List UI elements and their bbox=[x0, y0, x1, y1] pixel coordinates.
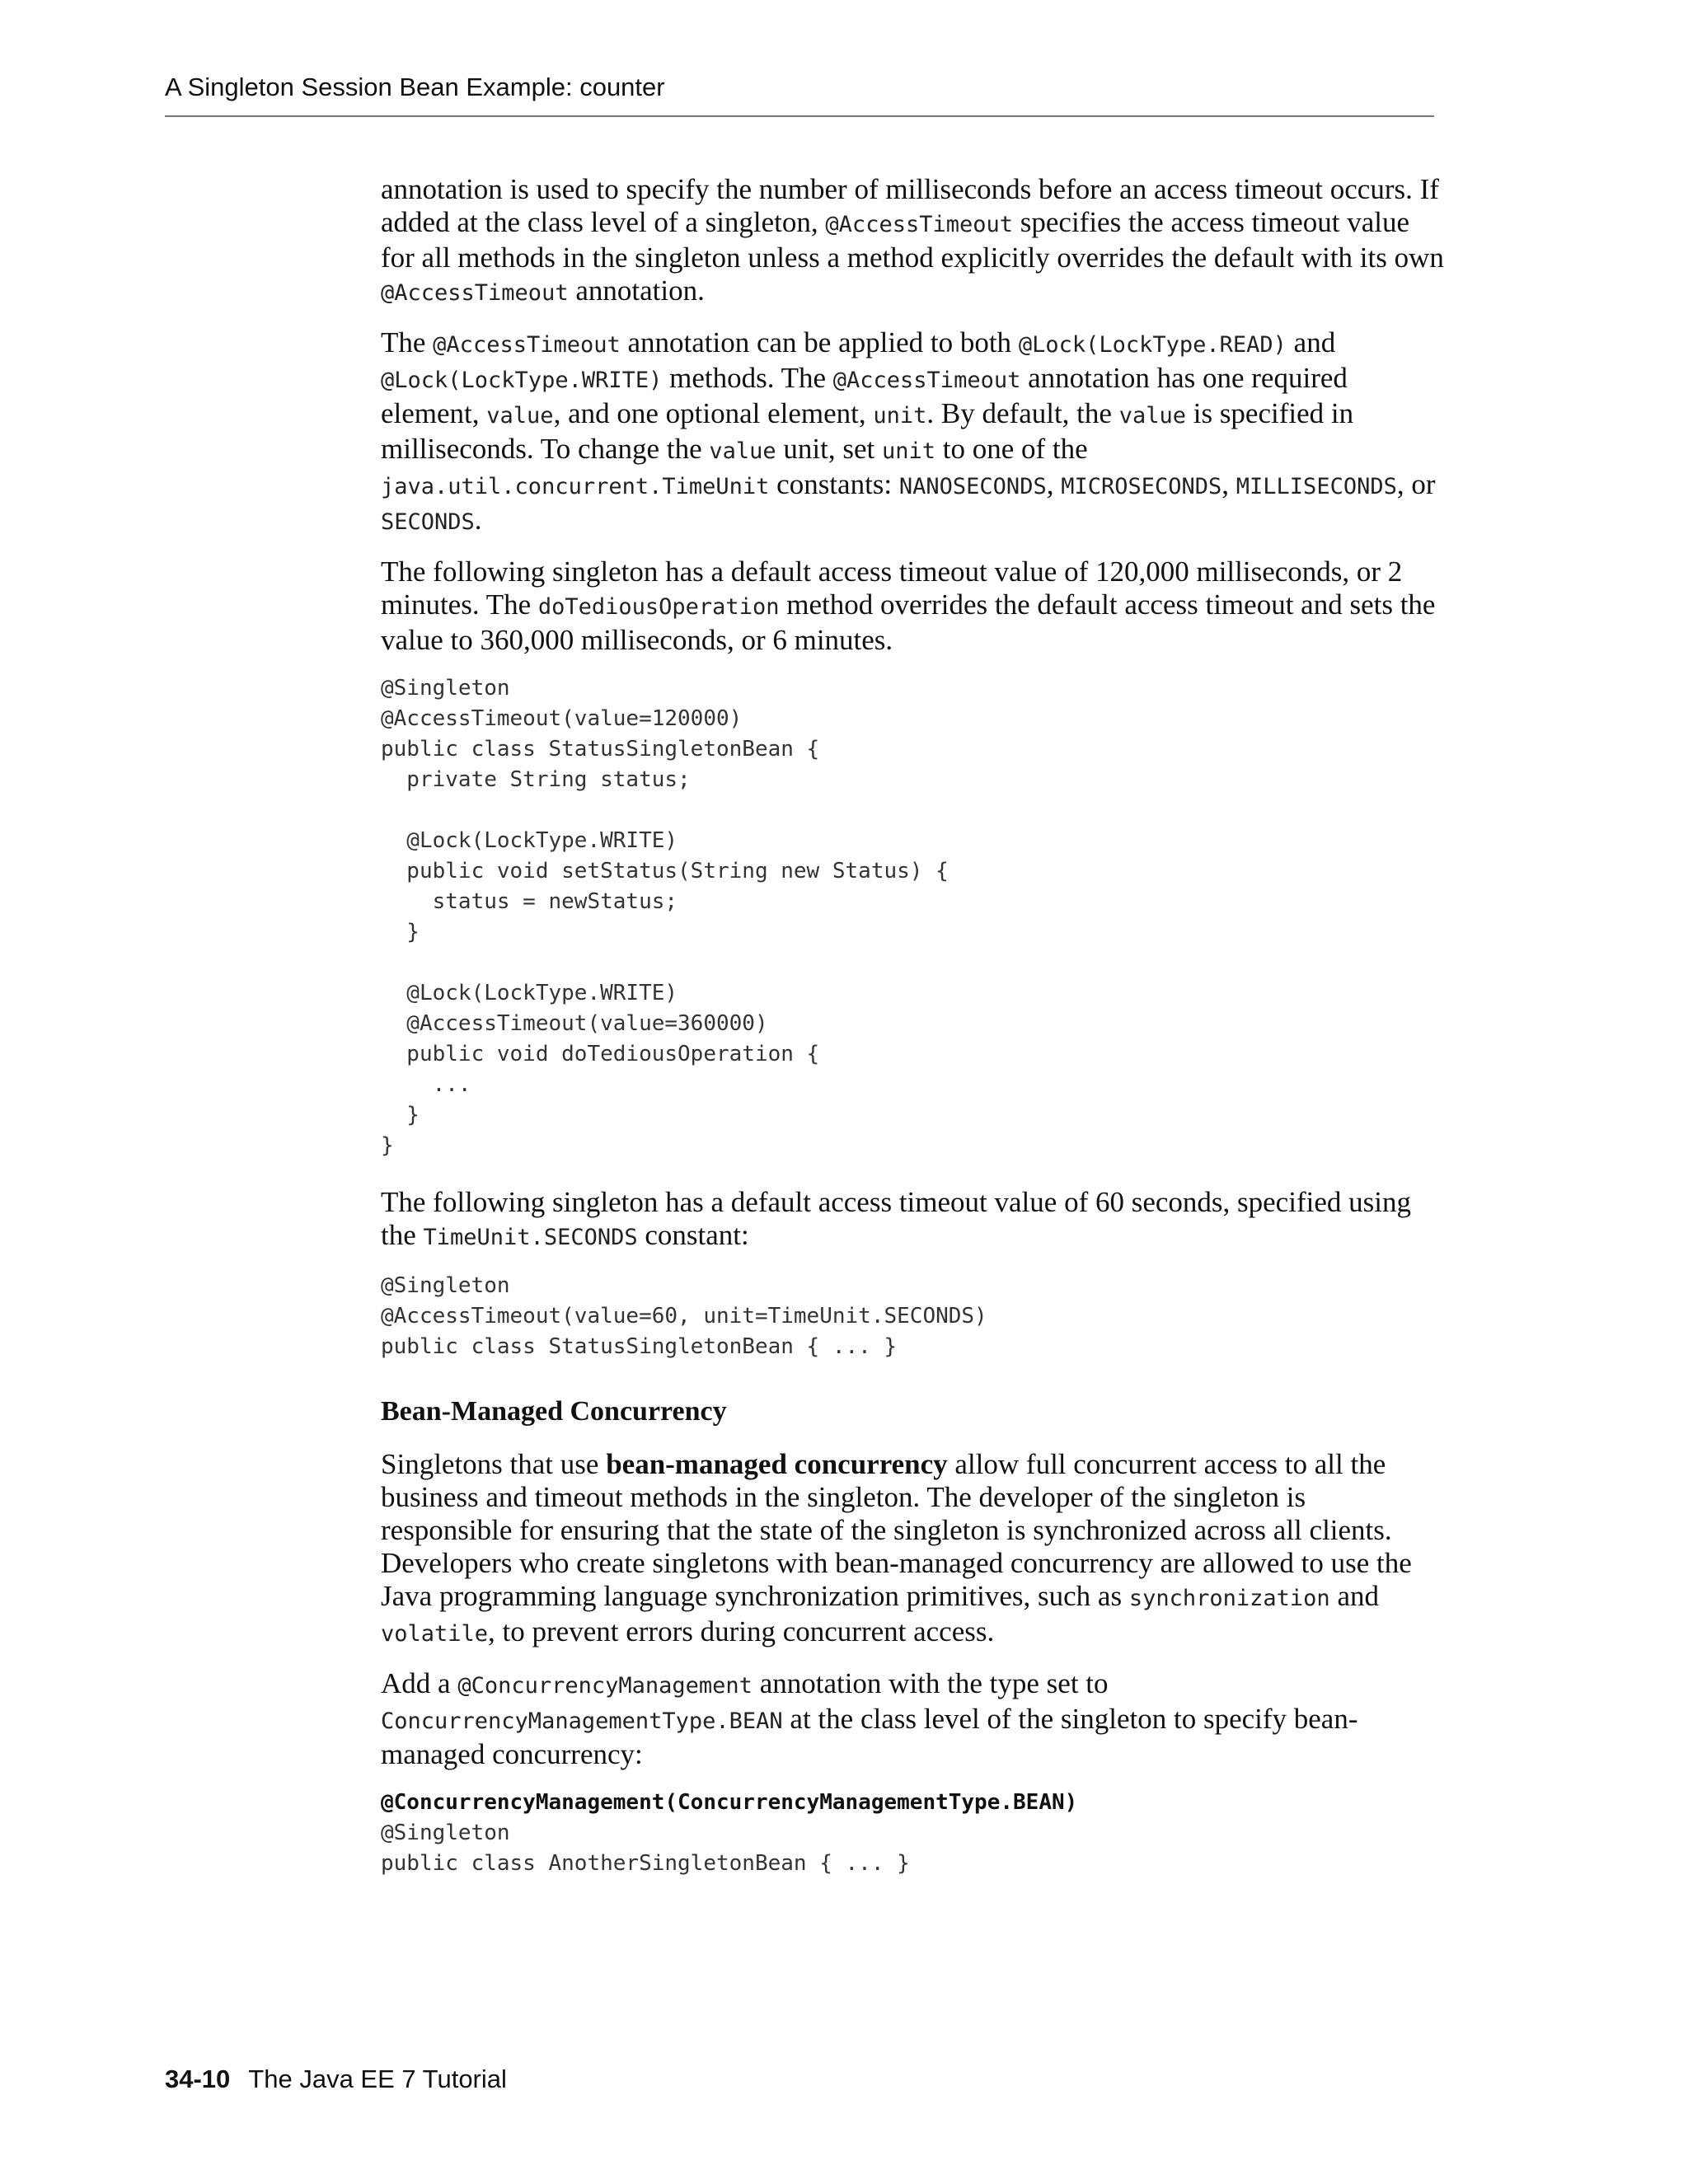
text: Add a bbox=[381, 1667, 458, 1699]
text: annotation has one required element, bbox=[381, 362, 1348, 429]
text: and bbox=[1286, 326, 1336, 359]
inline-code: unit bbox=[881, 438, 935, 464]
inline-code: value bbox=[1118, 403, 1186, 429]
text: , bbox=[1221, 468, 1236, 500]
text: methods. The bbox=[662, 362, 833, 394]
inline-code: value bbox=[486, 403, 554, 429]
text: The following singleton has a default access timeout value of 120,000 milliseconds, or 2 minutes. The bbox=[381, 555, 1403, 621]
inline-code: ConcurrencyManagementType.BEAN bbox=[381, 1708, 783, 1734]
text: is specified in milliseconds. To change the bbox=[381, 397, 1354, 465]
bold-term: bean-managed concurrency bbox=[606, 1448, 948, 1480]
inline-code: @AccessTimeout bbox=[381, 280, 569, 306]
inline-code: volatile bbox=[381, 1621, 489, 1647]
inline-code: @AccessTimeout bbox=[433, 332, 621, 358]
text: and bbox=[1329, 1580, 1379, 1612]
text: allow full concurrent access to all the business and timeout methods in the singleton. The developer of the singleton is responsible for ensuring that the state of the singleton is synchronized across all clients. Developers who create singletons with bean-managed concurrency are allowed to use the Java programming language synchronization primitives, such as bbox=[381, 1448, 1412, 1612]
inline-code: unit bbox=[873, 403, 927, 429]
text: unit, set bbox=[776, 433, 882, 465]
code-rest: @Singleton public class AnotherSingletonBean { ... } bbox=[381, 1821, 910, 1876]
paragraph-access-timeout-intro bbox=[381, 173, 1444, 310]
text: annotation can be applied to both bbox=[620, 326, 1019, 359]
inline-code: doTediousOperation bbox=[537, 594, 780, 620]
text: Singletons that use bbox=[381, 1448, 607, 1480]
text: annotation with the type set to bbox=[752, 1667, 1109, 1699]
inline-code: @Lock(LockType.READ) bbox=[1018, 332, 1287, 358]
book-title: The Java EE 7 Tutorial bbox=[248, 2064, 507, 2093]
inline-code: MILLISECONDS bbox=[1236, 474, 1397, 499]
text: . By default, the bbox=[926, 397, 1119, 429]
inline-code: @AccessTimeout bbox=[825, 212, 1013, 237]
code-bold-line: @ConcurrencyManagement(ConcurrencyManagementType.BEAN) bbox=[381, 1790, 1078, 1815]
section-heading: Bean-Managed Concurrency bbox=[381, 1396, 727, 1427]
code-block-seconds-singleton: @Singleton @AccessTimeout(value=60, unit=TimeUnit.SECONDS) public class StatusSingletonBean { ... } bbox=[381, 1273, 987, 1359]
text: , or bbox=[1396, 468, 1436, 500]
header-divider bbox=[165, 115, 1434, 117]
inline-code: TimeUnit.SECONDS bbox=[423, 1225, 638, 1250]
code-block-status-singleton: @Singleton @AccessTimeout(value=120000) public class StatusSingletonBean { private String status; @Lock(LockType.WRITE) public void setStatus(String new Status) { status = newStatus; } @Lock(LockType.WRITE) @AccessTimeout(value=360000) public void doTediousOperation { ... } } bbox=[381, 676, 949, 1158]
text: annotation. bbox=[568, 274, 705, 307]
inline-code: synchronization bbox=[1128, 1586, 1330, 1611]
inline-code: @ConcurrencyManagement bbox=[457, 1673, 753, 1699]
page-footer bbox=[165, 2064, 507, 2094]
inline-code: NANOSECONDS bbox=[898, 474, 1047, 499]
text: The bbox=[381, 326, 434, 359]
text: at the class level of the singleton to specify bean-managed concurrency: bbox=[381, 1703, 1358, 1770]
paragraph-seconds-example bbox=[381, 1186, 1444, 1254]
page-content bbox=[381, 173, 1444, 1904]
text: constant: bbox=[637, 1219, 749, 1251]
text: to one of the bbox=[935, 433, 1088, 465]
text: , to prevent errors during concurrent access. bbox=[488, 1615, 995, 1647]
text: , bbox=[1046, 468, 1062, 500]
paragraph-concurrency-management-annotation bbox=[381, 1667, 1444, 1771]
inline-code: java.util.concurrent.TimeUnit bbox=[381, 474, 770, 499]
paragraph-default-timeout-example bbox=[381, 555, 1444, 657]
text: specifies the access timeout value for all methods in the singleton unless a method explicitly overrides the default with its own bbox=[381, 206, 1444, 274]
paragraph-bean-managed-concurrency bbox=[381, 1448, 1444, 1651]
page-number: 34-10 bbox=[165, 2064, 231, 2093]
text: . bbox=[474, 504, 482, 536]
text: The following singleton has a default access timeout value of 60 seconds, specified using the bbox=[381, 1186, 1411, 1251]
inline-code: MICROSECONDS bbox=[1061, 474, 1222, 499]
text: annotation is used to specify the number of milliseconds before an access timeout occurs. If added at the class level of a singleton, bbox=[381, 173, 1439, 238]
code-block-another-singleton bbox=[381, 1788, 1444, 1879]
inline-code: @Lock(LockType.WRITE) bbox=[381, 368, 663, 393]
text: method overrides the default access timeout and sets the value to 360,000 milliseconds, or 6 minutes. bbox=[381, 588, 1436, 656]
inline-code: value bbox=[709, 438, 776, 464]
text: , and one optional element, bbox=[553, 397, 874, 429]
inline-code: @AccessTimeout bbox=[832, 368, 1021, 393]
inline-code: SECONDS bbox=[381, 509, 475, 535]
text: constants: bbox=[769, 468, 899, 500]
paragraph-access-timeout-elements bbox=[381, 326, 1444, 539]
running-header: A Singleton Session Bean Example: counter bbox=[165, 73, 665, 101]
